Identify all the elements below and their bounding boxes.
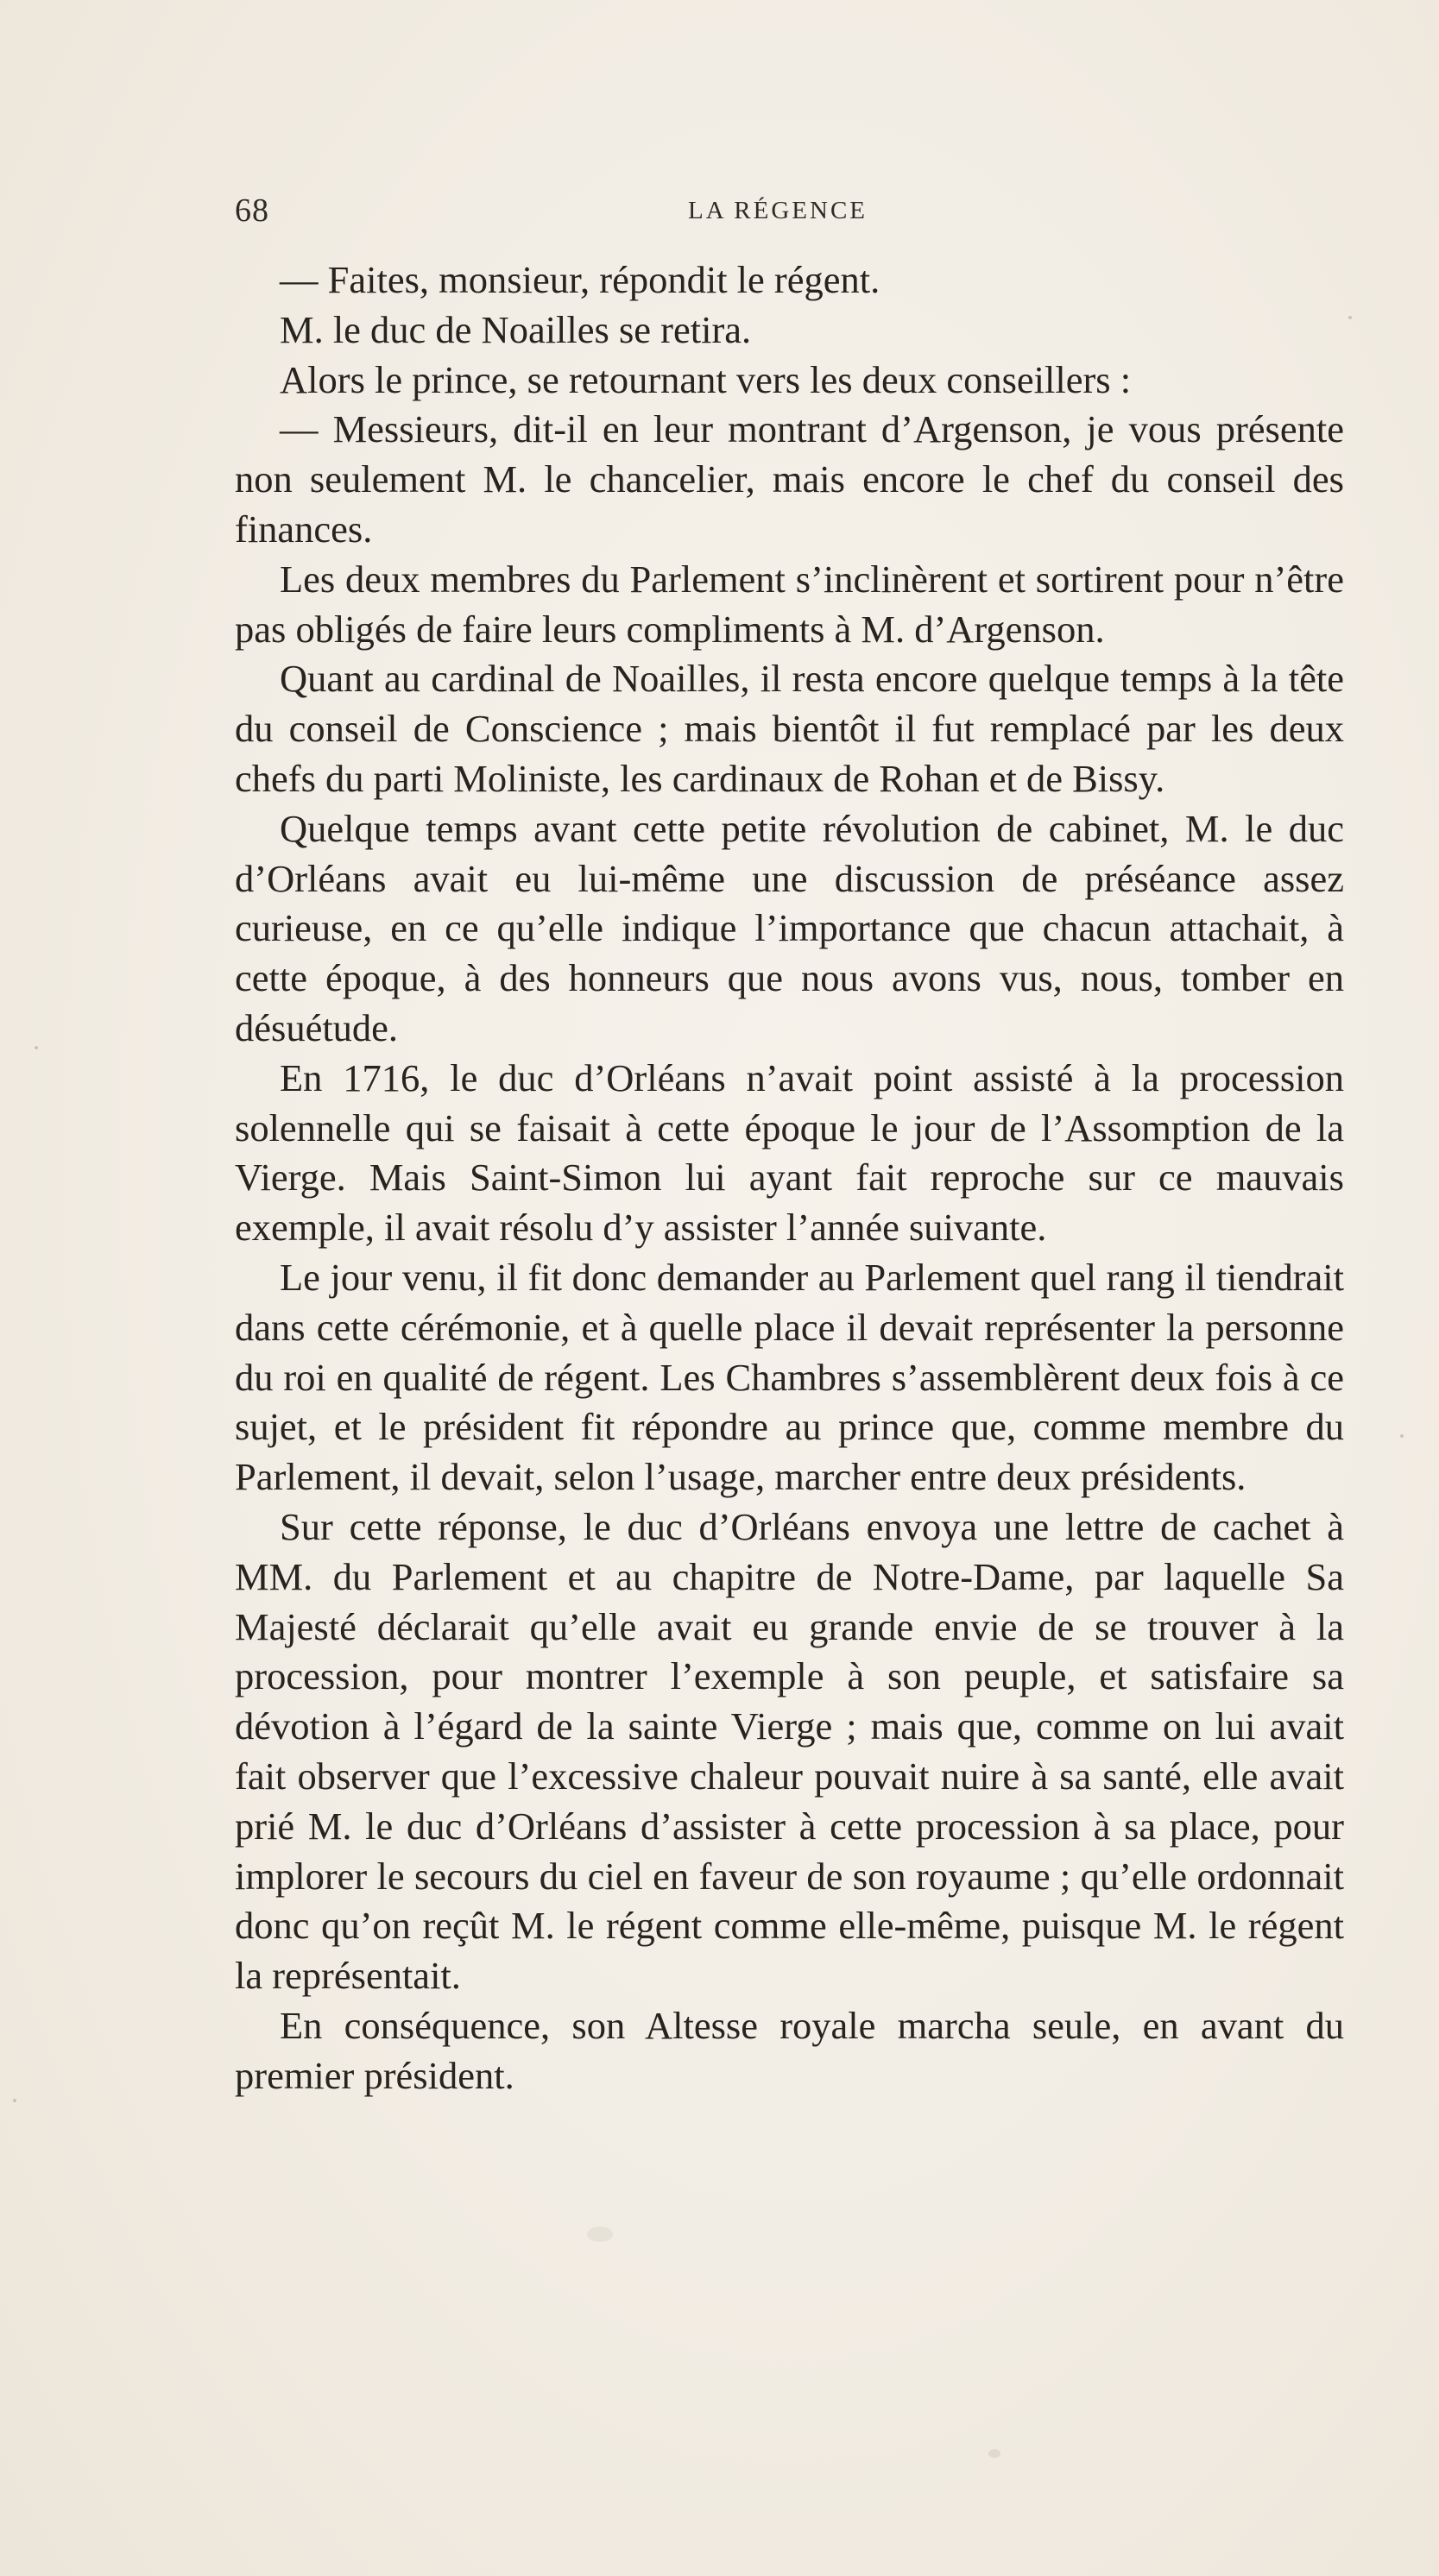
paper-speck [988,2449,1000,2458]
paragraph: En conséquence, son Altesse royale marcha seule, en avant du premier président. [235,2003,1344,2097]
paragraph: Sur cette réponse, le duc d’Orléans envoya une lettre de cachet à MM. du Parlement et au chapitre de Notre-Dame, par laquelle Sa Majesté déclarait qu’elle avait eu grande envie de se trouver à la procession, pour montrer l’exemple à son peuple, et satisfaire sa dévotion à l’égard de la sainte Vierge ; mais que, comme on lui avait fait observer que l’excessive chaleur pouvait nuire à sa santé, elle avait prié M. le duc d’Orléans d’assister à cette procession à sa place, pour implorer le secours du ciel en faveur de son royaume ; qu’elle ordonnait donc qu’on reçût M. le régent comme elle-même, puisque M. le régent la représentait. [235,1504,1344,1998]
paper-speck [1348,316,1352,319]
paragraph: Quant au cardinal de Noailles, il resta encore quelque temps à la tête du conseil de Conscience ; mais bientôt il fut remplacé par les deux chefs du parti Moliniste, les cardinaux de Rohan et de Bissy. [235,657,1344,800]
paragraph: En 1716, le duc d’Orléans n’avait point assisté à la procession solennelle qui se faisait à cette époque le jour de l’Assomption de la Vierge. Mais Saint-Simon lui ayant fait reproche sur ce mauvais exemple, il avait résolu d’y assister l’année suivante. [235,1055,1344,1250]
page-number: 68 [235,192,269,229]
paper-speck [1400,1434,1404,1438]
running-title: LA RÉGENCE [688,197,868,224]
paragraph: — Faites, monsieur, répondit le régent. [280,258,880,301]
running-head [235,192,1348,235]
paragraph: Les deux membres du Parlement s’inclinèrent et sortirent pour n’être pas obligés de faire leurs compliments à M. d’Argenson. [235,557,1344,651]
paragraph: M. le duc de Noailles se retira. [280,307,752,351]
text-body [235,255,1344,2100]
paragraph: Le jour venu, il fit donc demander au Parlement quel rang il tiendrait dans cette cérémonie, et à quelle place il devait représenter la personne du roi en qualité de régent. Les Chambres s’assemblèrent deux fois à ce sujet, et le président fit répondre au prince que, comme membre du Parlement, il devait, selon l’usage, marcher entre deux présidents. [235,1255,1344,1499]
paper-speck [13,2099,16,2102]
paragraph: Alors le prince, se retournant vers les deux conseillers : [280,357,1132,401]
paper-speck [35,1046,38,1049]
paper-speck [587,2226,613,2242]
paragraph: Quelque temps avant cette petite révolution de cabinet, M. le duc d’Orléans avait eu lui-même une discussion de préséance assez curieuse, en ce qu’elle indique l’importance que chacun attachait, à cette époque, à des honneurs que nous avons vus, nous, tomber en désuétude. [235,806,1344,1049]
paragraph: — Messieurs, dit-il en leur montrant d’Argenson, je vous présente non seulement M. le chancelier, mais encore le chef du conseil des finances. [235,407,1344,551]
